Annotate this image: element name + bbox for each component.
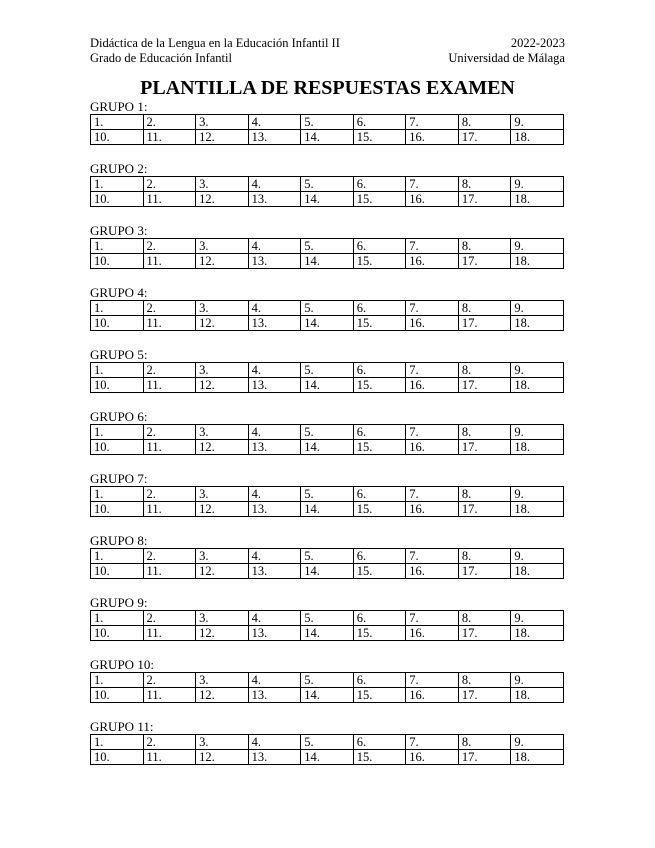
answer-cell[interactable]: 4. bbox=[248, 487, 301, 502]
answer-cell[interactable]: 13. bbox=[248, 254, 301, 269]
table-row bbox=[91, 626, 564, 641]
answer-cell[interactable]: 6. bbox=[353, 487, 406, 502]
answer-cell[interactable]: 6. bbox=[353, 239, 406, 254]
answer-cell[interactable]: 14. bbox=[301, 130, 354, 145]
answer-cell[interactable]: 5. bbox=[301, 425, 354, 440]
answer-table bbox=[90, 734, 564, 765]
answer-cell[interactable]: 14. bbox=[301, 192, 354, 207]
answer-group bbox=[90, 99, 565, 161]
answer-cell[interactable]: 18. bbox=[511, 130, 564, 145]
group-label: GRUPO 8: bbox=[90, 533, 148, 548]
answer-cell[interactable]: 8. bbox=[458, 425, 511, 440]
answer-cell[interactable]: 17. bbox=[458, 130, 511, 145]
answer-cell[interactable]: 6. bbox=[353, 115, 406, 130]
table-row bbox=[91, 115, 564, 130]
answer-cell[interactable]: 17. bbox=[458, 254, 511, 269]
answer-cell[interactable]: 2. bbox=[143, 363, 196, 378]
answer-cell[interactable]: 8. bbox=[458, 363, 511, 378]
answer-cell[interactable]: 3. bbox=[196, 177, 249, 192]
answer-cell[interactable]: 17. bbox=[458, 564, 511, 579]
answer-cell[interactable]: 2. bbox=[143, 549, 196, 564]
answer-cell[interactable]: 5. bbox=[301, 115, 354, 130]
answer-cell[interactable]: 7. bbox=[406, 487, 459, 502]
answer-cell[interactable]: 16. bbox=[406, 130, 459, 145]
answer-cell[interactable]: 17. bbox=[458, 688, 511, 703]
table-row bbox=[91, 239, 564, 254]
answer-cell[interactable]: 7. bbox=[406, 177, 459, 192]
answer-cell[interactable]: 5. bbox=[301, 549, 354, 564]
answer-cell[interactable]: 15. bbox=[353, 750, 406, 765]
answer-cell[interactable]: 3. bbox=[196, 673, 249, 688]
answer-cell[interactable]: 10. bbox=[91, 564, 144, 579]
answer-cell[interactable]: 9. bbox=[511, 735, 564, 750]
answer-table bbox=[90, 424, 564, 455]
group-label: GRUPO 9: bbox=[90, 595, 148, 610]
answer-cell[interactable]: 18. bbox=[511, 440, 564, 455]
answer-cell[interactable]: 9. bbox=[511, 301, 564, 316]
answer-cell[interactable]: 7. bbox=[406, 735, 459, 750]
answer-cell[interactable]: 8. bbox=[458, 549, 511, 564]
table-row bbox=[91, 688, 564, 703]
answer-cell[interactable]: 7. bbox=[406, 425, 459, 440]
answer-table bbox=[90, 610, 564, 641]
group-label: GRUPO 4: bbox=[90, 285, 148, 300]
answer-table bbox=[90, 486, 564, 517]
table-row bbox=[91, 254, 564, 269]
table-row bbox=[91, 735, 564, 750]
answer-cell[interactable]: 7. bbox=[406, 115, 459, 130]
answer-cell[interactable]: 14. bbox=[301, 254, 354, 269]
answer-cell[interactable]: 16. bbox=[406, 750, 459, 765]
answer-cell[interactable]: 10. bbox=[91, 254, 144, 269]
answer-cell[interactable]: 10. bbox=[91, 502, 144, 517]
answer-cell[interactable]: 12. bbox=[196, 502, 249, 517]
table-row bbox=[91, 425, 564, 440]
answer-cell[interactable]: 4. bbox=[248, 673, 301, 688]
answer-group bbox=[90, 347, 565, 409]
answer-cell[interactable]: 13. bbox=[248, 316, 301, 331]
answer-cell[interactable]: 11. bbox=[143, 502, 196, 517]
answer-cell[interactable]: 5. bbox=[301, 363, 354, 378]
answer-cell[interactable]: 17. bbox=[458, 316, 511, 331]
answer-cell[interactable]: 9. bbox=[511, 487, 564, 502]
answer-cell[interactable]: 5. bbox=[301, 611, 354, 626]
answer-cell[interactable]: 9. bbox=[511, 425, 564, 440]
answer-cell[interactable]: 18. bbox=[511, 502, 564, 517]
answer-cell[interactable]: 13. bbox=[248, 626, 301, 641]
table-row bbox=[91, 316, 564, 331]
answer-cell[interactable]: 7. bbox=[406, 363, 459, 378]
answer-cell[interactable]: 10. bbox=[91, 750, 144, 765]
table-row bbox=[91, 750, 564, 765]
answer-cell[interactable]: 8. bbox=[458, 673, 511, 688]
table-row bbox=[91, 502, 564, 517]
answer-cell[interactable]: 8. bbox=[458, 301, 511, 316]
answer-cell[interactable]: 9. bbox=[511, 611, 564, 626]
answer-cell[interactable]: 15. bbox=[353, 440, 406, 455]
answer-group bbox=[90, 223, 565, 285]
answer-cell[interactable]: 2. bbox=[143, 487, 196, 502]
answer-cell[interactable]: 18. bbox=[511, 688, 564, 703]
answer-cell[interactable]: 8. bbox=[458, 735, 511, 750]
answer-cell[interactable]: 13. bbox=[248, 130, 301, 145]
answer-cell[interactable]: 7. bbox=[406, 549, 459, 564]
answer-table bbox=[90, 176, 564, 207]
answer-cell[interactable]: 11. bbox=[143, 130, 196, 145]
answer-cell[interactable]: 1. bbox=[91, 239, 144, 254]
answer-cell[interactable]: 9. bbox=[511, 239, 564, 254]
answer-cell[interactable]: 4. bbox=[248, 239, 301, 254]
answer-cell[interactable]: 2. bbox=[143, 239, 196, 254]
answer-table bbox=[90, 362, 564, 393]
answer-cell[interactable]: 16. bbox=[406, 688, 459, 703]
university-name: Universidad de Málaga bbox=[448, 51, 565, 65]
header-row-1 bbox=[90, 36, 565, 51]
answer-cell[interactable]: 3. bbox=[196, 301, 249, 316]
answer-cell[interactable]: 14. bbox=[301, 750, 354, 765]
answer-cell[interactable]: 12. bbox=[196, 750, 249, 765]
group-label: GRUPO 3: bbox=[90, 223, 148, 238]
answer-cell[interactable]: 16. bbox=[406, 254, 459, 269]
answer-cell[interactable]: 13. bbox=[248, 440, 301, 455]
answer-cell[interactable]: 17. bbox=[458, 192, 511, 207]
answer-cell[interactable]: 15. bbox=[353, 378, 406, 393]
answer-cell[interactable]: 18. bbox=[511, 378, 564, 393]
answer-cell[interactable]: 12. bbox=[196, 378, 249, 393]
answer-cell[interactable]: 10. bbox=[91, 440, 144, 455]
answer-cell[interactable]: 1. bbox=[91, 487, 144, 502]
answer-cell[interactable]: 10. bbox=[91, 130, 144, 145]
answer-group bbox=[90, 595, 565, 657]
answer-cell[interactable]: 12. bbox=[196, 254, 249, 269]
answer-cell[interactable]: 6. bbox=[353, 673, 406, 688]
group-label: GRUPO 7: bbox=[90, 471, 148, 486]
answer-cell[interactable]: 14. bbox=[301, 378, 354, 393]
answer-cell[interactable]: 10. bbox=[91, 688, 144, 703]
answer-group bbox=[90, 657, 565, 719]
answer-table bbox=[90, 672, 564, 703]
answer-cell[interactable]: 5. bbox=[301, 301, 354, 316]
header-row-2 bbox=[90, 51, 565, 66]
answer-cell[interactable]: 5. bbox=[301, 735, 354, 750]
answer-cell[interactable]: 1. bbox=[91, 177, 144, 192]
answer-cell[interactable]: 3. bbox=[196, 735, 249, 750]
academic-year: 2022-2023 bbox=[510, 36, 565, 50]
answer-group bbox=[90, 285, 565, 347]
answer-cell[interactable]: 17. bbox=[458, 750, 511, 765]
answer-groups bbox=[90, 99, 565, 781]
answer-cell[interactable]: 16. bbox=[406, 502, 459, 517]
answer-table bbox=[90, 300, 564, 331]
table-row bbox=[91, 440, 564, 455]
table-row bbox=[91, 378, 564, 393]
page-title: PLANTILLA DE RESPUESTAS EXAMEN bbox=[140, 77, 515, 99]
answer-cell[interactable]: 1. bbox=[91, 673, 144, 688]
answer-table bbox=[90, 548, 564, 579]
answer-cell[interactable]: 11. bbox=[143, 378, 196, 393]
answer-cell[interactable]: 7. bbox=[406, 301, 459, 316]
answer-cell[interactable]: 5. bbox=[301, 239, 354, 254]
answer-cell[interactable]: 17. bbox=[458, 626, 511, 641]
answer-cell[interactable]: 17. bbox=[458, 440, 511, 455]
answer-cell[interactable]: 14. bbox=[301, 440, 354, 455]
answer-cell[interactable]: 14. bbox=[301, 316, 354, 331]
answer-cell[interactable]: 18. bbox=[511, 192, 564, 207]
course-name: Didáctica de la Lengua en la Educación Infantil II bbox=[90, 36, 340, 50]
answer-cell[interactable]: 15. bbox=[353, 316, 406, 331]
answer-cell[interactable]: 4. bbox=[248, 611, 301, 626]
answer-cell[interactable]: 11. bbox=[143, 192, 196, 207]
answer-cell[interactable]: 4. bbox=[248, 549, 301, 564]
answer-cell[interactable]: 2. bbox=[143, 735, 196, 750]
answer-cell[interactable]: 3. bbox=[196, 425, 249, 440]
answer-cell[interactable]: 17. bbox=[458, 502, 511, 517]
group-label: GRUPO 1: bbox=[90, 99, 148, 114]
answer-cell[interactable]: 13. bbox=[248, 502, 301, 517]
group-label: GRUPO 6: bbox=[90, 409, 148, 424]
table-row bbox=[91, 130, 564, 145]
answer-cell[interactable]: 2. bbox=[143, 611, 196, 626]
answer-cell[interactable]: 10. bbox=[91, 626, 144, 641]
answer-cell[interactable]: 2. bbox=[143, 177, 196, 192]
answer-cell[interactable]: 10. bbox=[91, 192, 144, 207]
answer-cell[interactable]: 12. bbox=[196, 688, 249, 703]
answer-cell[interactable]: 18. bbox=[511, 564, 564, 579]
answer-group bbox=[90, 161, 565, 223]
answer-cell[interactable]: 8. bbox=[458, 115, 511, 130]
answer-cell[interactable]: 11. bbox=[143, 688, 196, 703]
answer-cell[interactable]: 14. bbox=[301, 564, 354, 579]
answer-cell[interactable]: 2. bbox=[143, 301, 196, 316]
answer-table bbox=[90, 114, 564, 145]
answer-cell[interactable]: 9. bbox=[511, 549, 564, 564]
answer-cell[interactable]: 16. bbox=[406, 626, 459, 641]
answer-cell[interactable]: 3. bbox=[196, 549, 249, 564]
answer-cell[interactable]: 6. bbox=[353, 611, 406, 626]
answer-group bbox=[90, 409, 565, 471]
answer-cell[interactable]: 6. bbox=[353, 301, 406, 316]
answer-cell[interactable]: 18. bbox=[511, 626, 564, 641]
answer-cell[interactable]: 12. bbox=[196, 440, 249, 455]
answer-cell[interactable]: 6. bbox=[353, 425, 406, 440]
answer-cell[interactable]: 4. bbox=[248, 177, 301, 192]
answer-cell[interactable]: 1. bbox=[91, 611, 144, 626]
answer-cell[interactable]: 14. bbox=[301, 626, 354, 641]
answer-cell[interactable]: 12. bbox=[196, 626, 249, 641]
group-label: GRUPO 2: bbox=[90, 161, 148, 176]
answer-cell[interactable]: 13. bbox=[248, 192, 301, 207]
answer-group bbox=[90, 471, 565, 533]
answer-cell[interactable]: 1. bbox=[91, 301, 144, 316]
answer-cell[interactable]: 8. bbox=[458, 177, 511, 192]
answer-cell[interactable]: 15. bbox=[353, 254, 406, 269]
answer-cell[interactable]: 13. bbox=[248, 564, 301, 579]
answer-cell[interactable]: 12. bbox=[196, 130, 249, 145]
answer-cell[interactable]: 3. bbox=[196, 611, 249, 626]
document-header bbox=[90, 36, 565, 66]
answer-cell[interactable]: 10. bbox=[91, 316, 144, 331]
answer-cell[interactable]: 11. bbox=[143, 440, 196, 455]
answer-cell[interactable]: 9. bbox=[511, 115, 564, 130]
group-label: GRUPO 11: bbox=[90, 719, 154, 734]
answer-cell[interactable]: 4. bbox=[248, 363, 301, 378]
answer-cell[interactable]: 16. bbox=[406, 378, 459, 393]
table-row bbox=[91, 549, 564, 564]
answer-cell[interactable]: 1. bbox=[91, 425, 144, 440]
answer-cell[interactable]: 1. bbox=[91, 549, 144, 564]
answer-cell[interactable]: 11. bbox=[143, 626, 196, 641]
answer-cell[interactable]: 1. bbox=[91, 735, 144, 750]
answer-cell[interactable]: 3. bbox=[196, 487, 249, 502]
answer-cell[interactable]: 6. bbox=[353, 177, 406, 192]
answer-cell[interactable]: 9. bbox=[511, 177, 564, 192]
answer-cell[interactable]: 8. bbox=[458, 239, 511, 254]
answer-group bbox=[90, 533, 565, 595]
answer-cell[interactable]: 4. bbox=[248, 301, 301, 316]
answer-cell[interactable]: 14. bbox=[301, 502, 354, 517]
answer-cell[interactable]: 18. bbox=[511, 750, 564, 765]
answer-cell[interactable]: 14. bbox=[301, 688, 354, 703]
answer-cell[interactable]: 15. bbox=[353, 130, 406, 145]
answer-group bbox=[90, 719, 565, 781]
answer-cell[interactable]: 12. bbox=[196, 192, 249, 207]
answer-cell[interactable]: 13. bbox=[248, 688, 301, 703]
answer-cell[interactable]: 5. bbox=[301, 487, 354, 502]
table-row bbox=[91, 564, 564, 579]
answer-cell[interactable]: 4. bbox=[248, 735, 301, 750]
answer-cell[interactable]: 2. bbox=[143, 673, 196, 688]
answer-cell[interactable]: 7. bbox=[406, 239, 459, 254]
answer-cell[interactable]: 1. bbox=[91, 363, 144, 378]
answer-cell[interactable]: 16. bbox=[406, 192, 459, 207]
answer-cell[interactable]: 15. bbox=[353, 192, 406, 207]
answer-cell[interactable]: 9. bbox=[511, 363, 564, 378]
table-row bbox=[91, 177, 564, 192]
answer-cell[interactable]: 12. bbox=[196, 564, 249, 579]
answer-cell[interactable]: 5. bbox=[301, 177, 354, 192]
answer-cell[interactable]: 16. bbox=[406, 316, 459, 331]
answer-cell[interactable]: 15. bbox=[353, 626, 406, 641]
answer-cell[interactable]: 2. bbox=[143, 115, 196, 130]
table-row bbox=[91, 301, 564, 316]
table-row bbox=[91, 363, 564, 378]
answer-cell[interactable]: 11. bbox=[143, 750, 196, 765]
answer-cell[interactable]: 16. bbox=[406, 440, 459, 455]
answer-cell[interactable]: 9. bbox=[511, 673, 564, 688]
table-row bbox=[91, 192, 564, 207]
answer-cell[interactable]: 6. bbox=[353, 735, 406, 750]
answer-cell[interactable]: 13. bbox=[248, 750, 301, 765]
answer-cell[interactable]: 3. bbox=[196, 239, 249, 254]
answer-cell[interactable]: 3. bbox=[196, 363, 249, 378]
answer-cell[interactable]: 18. bbox=[511, 254, 564, 269]
answer-cell[interactable]: 17. bbox=[458, 378, 511, 393]
answer-cell[interactable]: 8. bbox=[458, 487, 511, 502]
group-label: GRUPO 10: bbox=[90, 657, 154, 672]
answer-cell[interactable]: 15. bbox=[353, 502, 406, 517]
degree-name: Grado de Educación Infantil bbox=[90, 51, 232, 65]
answer-cell[interactable]: 16. bbox=[406, 564, 459, 579]
answer-cell[interactable]: 11. bbox=[143, 316, 196, 331]
answer-cell[interactable]: 7. bbox=[406, 673, 459, 688]
answer-cell[interactable]: 5. bbox=[301, 673, 354, 688]
answer-cell[interactable]: 15. bbox=[353, 564, 406, 579]
answer-cell[interactable]: 4. bbox=[248, 115, 301, 130]
answer-cell[interactable]: 6. bbox=[353, 549, 406, 564]
answer-cell[interactable]: 4. bbox=[248, 425, 301, 440]
answer-cell[interactable]: 18. bbox=[511, 316, 564, 331]
answer-cell[interactable]: 7. bbox=[406, 611, 459, 626]
answer-cell[interactable]: 8. bbox=[458, 611, 511, 626]
answer-cell[interactable]: 6. bbox=[353, 363, 406, 378]
answer-cell[interactable]: 1. bbox=[91, 115, 144, 130]
answer-cell[interactable]: 12. bbox=[196, 316, 249, 331]
table-row bbox=[91, 673, 564, 688]
answer-cell[interactable]: 2. bbox=[143, 425, 196, 440]
answer-cell[interactable]: 15. bbox=[353, 688, 406, 703]
answer-cell[interactable]: 13. bbox=[248, 378, 301, 393]
group-label: GRUPO 5: bbox=[90, 347, 148, 362]
answer-table bbox=[90, 238, 564, 269]
answer-cell[interactable]: 3. bbox=[196, 115, 249, 130]
answer-cell[interactable]: 11. bbox=[143, 564, 196, 579]
answer-cell[interactable]: 10. bbox=[91, 378, 144, 393]
answer-cell[interactable]: 11. bbox=[143, 254, 196, 269]
table-row bbox=[91, 611, 564, 626]
table-row bbox=[91, 487, 564, 502]
